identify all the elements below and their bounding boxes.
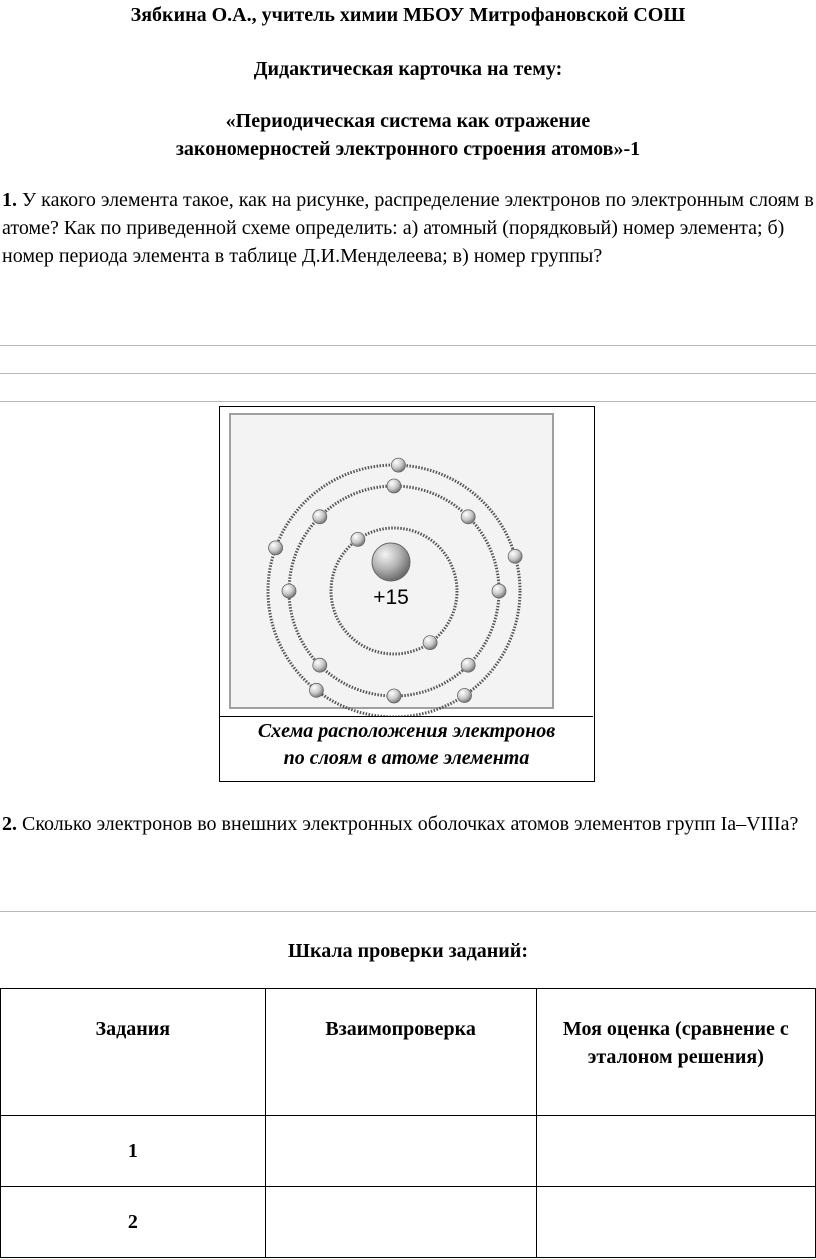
task-1	[2, 186, 814, 270]
row-peer-check-cell[interactable]	[265, 1116, 536, 1187]
card-title: Дидактическая карточка на тему:	[253, 58, 563, 80]
task-2-text: Сколько электронов во внешних электронных оболочках атомов элементов групп Ia–VIIIa?	[22, 813, 799, 835]
electron-shell-3	[458, 689, 472, 703]
electron-shell-2	[387, 479, 401, 493]
answer-line-1	[0, 345, 816, 346]
electron-shell-2	[387, 689, 401, 703]
nucleus-charge: +15	[373, 586, 409, 609]
task-2-number: 2.	[2, 813, 17, 835]
electron-shell-1	[351, 532, 365, 546]
electron-shell-3	[269, 541, 283, 555]
header-tasks: Задания	[1, 989, 266, 1116]
author-line: Зябкина О.А., учитель химии МБОУ Митрофановской СОШ	[130, 4, 686, 26]
row-my-grade-cell[interactable]	[536, 1187, 815, 1258]
row-peer-check-cell[interactable]	[265, 1187, 536, 1258]
electron-shell-3	[309, 683, 323, 697]
atom-figure	[219, 406, 595, 782]
task-1-text: У какого элемента такое, как на рисунке, распределение электронов по электронным слоям в атоме? Как по приведенной схеме определить: а) атомный (порядковый) номер элемента; б) номер периода элемента в таблице Д.И.Менделеева; в) номер группы?	[2, 189, 814, 267]
electron-shell-2	[313, 658, 327, 672]
table-header-row	[1, 989, 816, 1116]
row-task-number: 1	[1, 1116, 266, 1187]
scale-title: Шкала проверки заданий:	[288, 940, 528, 962]
nucleus	[372, 543, 410, 581]
row-task-number: 2	[1, 1187, 266, 1258]
electron-shell-2	[492, 584, 506, 598]
answer-line-2	[0, 373, 816, 374]
header-my-grade: Моя оценка (сравнение с эталоном решения)	[536, 989, 815, 1116]
electron-shell-1	[423, 636, 437, 650]
caption-line-1: Схема расположения электронов	[257, 720, 556, 742]
task-1-number: 1.	[2, 189, 17, 211]
table-row	[1, 1187, 816, 1258]
topic-line-2: закономерностей электронного строения атомов»-1	[175, 138, 641, 160]
answer-line-3	[0, 401, 816, 402]
scale-table	[0, 988, 816, 1258]
answer-line-4	[0, 911, 816, 912]
header-peer-check: Взаимопроверка	[265, 989, 536, 1116]
electron-shell-2	[282, 584, 296, 598]
figure-caption	[220, 718, 593, 772]
topic-line-1: «Периодическая система как отражение	[225, 110, 591, 132]
atom-diagram	[220, 407, 593, 716]
electron-shell-2	[461, 658, 475, 672]
task-2	[2, 810, 814, 838]
electron-shell-2	[461, 510, 475, 524]
caption-line-2: по слоям в атоме элемента	[283, 747, 530, 769]
electron-shell-3	[391, 458, 405, 472]
electron-shell-2	[313, 510, 327, 524]
atom-diagram-frame	[220, 407, 593, 717]
electron-shell-3	[508, 549, 522, 563]
table-row	[1, 1116, 816, 1187]
row-my-grade-cell[interactable]	[536, 1116, 815, 1187]
